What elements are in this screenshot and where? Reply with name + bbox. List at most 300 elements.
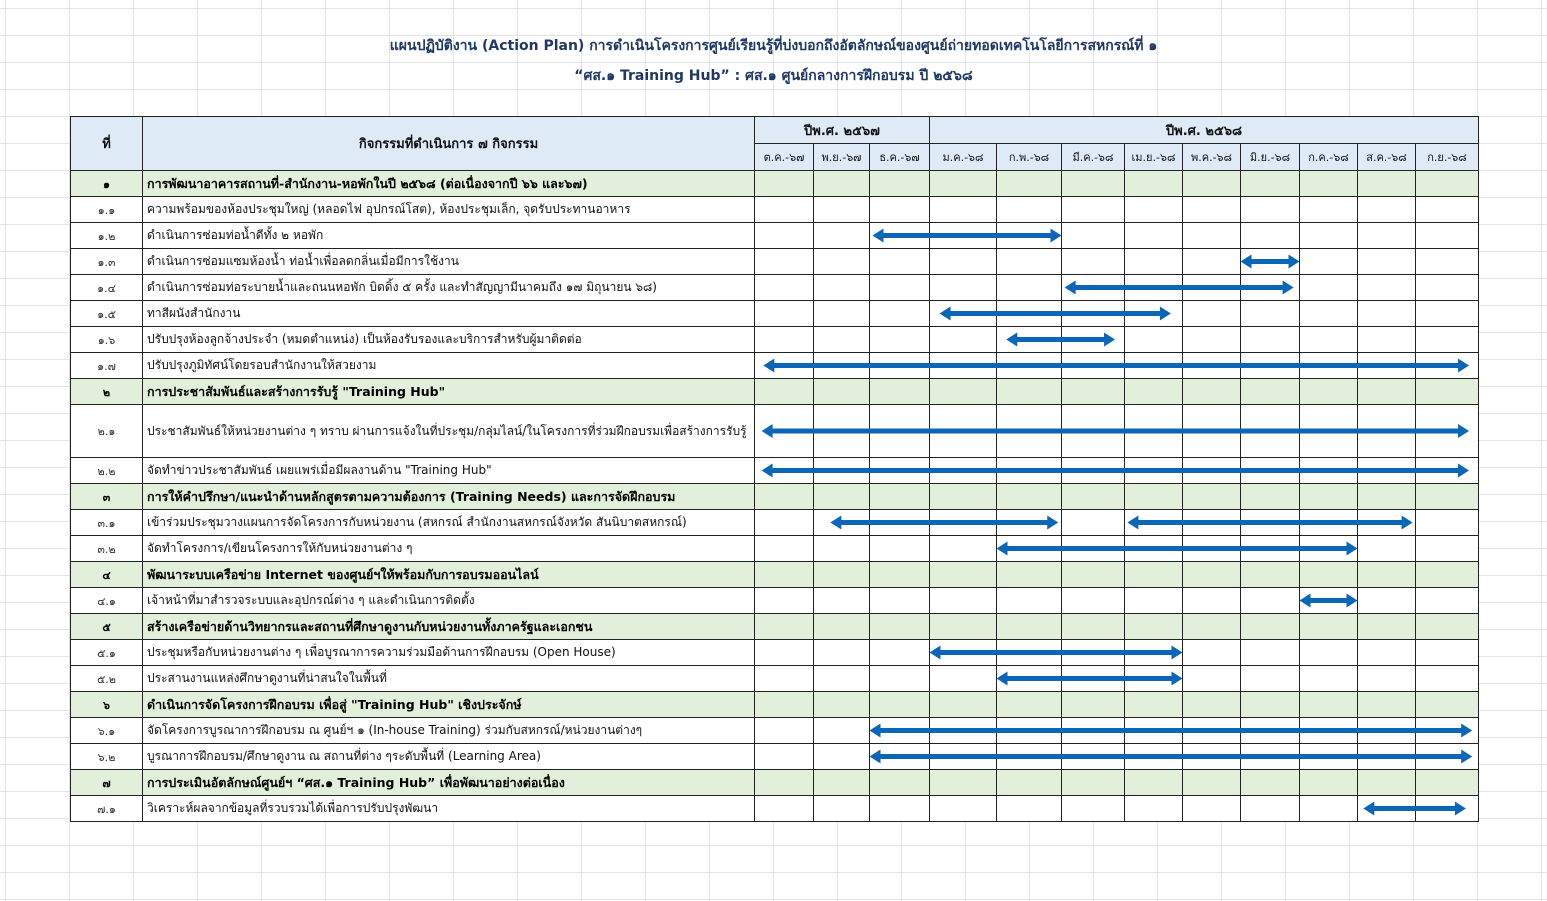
timeline-cell [1358,301,1416,327]
timeline-cell [870,666,930,692]
timeline-cell [814,301,870,327]
timeline-cell [1062,249,1125,275]
row-number: ๔ [71,562,143,588]
timeline-cell [814,197,870,223]
section-title: พัฒนาระบบเครือข่าย Internet ของศูนย์ฯให้พร้อมกับการอบรมออนไลน์ [143,562,755,588]
timeline-cell [1183,405,1241,458]
timeline-cell [1062,770,1125,796]
timeline-cell [1416,353,1479,379]
header-activity: กิจกรรมที่ดำเนินการ ๗ กิจกรรม [143,117,755,171]
timeline-cell [1183,744,1241,770]
section-row [71,770,1479,796]
activity-text: บูรณาการฝึกอบรม/ศึกษาดูงาน ณ สถานที่ต่าง ๆระดับพื้นที่ (Learning Area) [143,744,755,770]
timeline-cell [1416,770,1479,796]
timeline-cell [930,405,997,458]
timeline-cell [1416,744,1479,770]
timeline-cell [1183,536,1241,562]
timeline-cell [1300,275,1358,301]
timeline-cell [1125,249,1183,275]
timeline-cell [997,562,1062,588]
row-number: ๒.๒ [71,458,143,484]
timeline-cell [870,562,930,588]
activity-text: เข้าร่วมประชุมวางแผนการจัดโครงการกับหน่วยงาน (สหกรณ์ สำนักงานสหกรณ์จังหวัด สันนิบาตสหกรณ์) [143,510,755,536]
row-number: ๓ [71,484,143,510]
timeline-cell [1183,327,1241,353]
timeline-cell [870,770,930,796]
timeline-cell [1300,614,1358,640]
timeline-cell [1416,379,1479,405]
timeline-cell [814,405,870,458]
timeline-cell [870,405,930,458]
activity-text: จัดทำข่าวประชาสัมพันธ์ เผยแพร่เมื่อมีผลงานด้าน "Training Hub" [143,458,755,484]
timeline-cell [1183,510,1241,536]
row-number: ๑.๔ [71,275,143,301]
timeline-cell [814,744,870,770]
activity-text: ทาสีผนังสำนักงาน [143,301,755,327]
section-row [71,171,1479,197]
timeline-cell [1241,379,1300,405]
timeline-cell [755,614,814,640]
timeline-cell [1062,327,1125,353]
timeline-cell [1416,666,1479,692]
timeline-cell [1241,301,1300,327]
activity-text: เจ้าหน้าที่มาสำรวจระบบและอุปกรณ์ต่าง ๆ และดำเนินการติดตั้ง [143,588,755,614]
timeline-cell [1125,744,1183,770]
timeline-cell [1358,223,1416,249]
timeline-cell [755,353,814,379]
timeline-cell [814,666,870,692]
timeline-cell [1358,640,1416,666]
timeline-cell [755,536,814,562]
timeline-cell [1062,562,1125,588]
timeline-cell [755,327,814,353]
month-header: ต.ค.-๖๗ [755,144,814,171]
section-row [71,562,1479,588]
timeline-cell [1183,588,1241,614]
timeline-cell [997,588,1062,614]
timeline-cell [997,301,1062,327]
timeline-cell [814,327,870,353]
timeline-cell [997,249,1062,275]
timeline-cell [997,510,1062,536]
timeline-cell [870,796,930,822]
month-header: มี.ค.-๖๘ [1062,144,1125,171]
timeline-cell [1183,353,1241,379]
timeline-cell [1358,405,1416,458]
section-title: การพัฒนาอาคารสถานที่-สำนักงาน-หอพักในปี ๒๕๖๘ (ต่อเนื่องจากปี ๖๖ และ๖๗) [143,171,755,197]
timeline-cell [997,718,1062,744]
timeline-cell [1062,379,1125,405]
timeline-cell [1416,718,1479,744]
timeline-cell [755,171,814,197]
timeline-cell [997,614,1062,640]
timeline-cell [1125,327,1183,353]
timeline-cell [1241,223,1300,249]
activity-text: จัดทำโครงการ/เขียนโครงการให้กับหน่วยงานต่าง ๆ [143,536,755,562]
timeline-cell [755,692,814,718]
timeline-cell [1125,718,1183,744]
timeline-cell [1416,562,1479,588]
timeline-cell [814,458,870,484]
timeline-cell [1358,744,1416,770]
timeline-cell [755,484,814,510]
activity-row [71,275,1479,301]
timeline-cell [1358,536,1416,562]
timeline-cell [870,327,930,353]
timeline-cell [997,327,1062,353]
timeline-cell [870,223,930,249]
activity-text: ความพร้อมของห้องประชุมใหญ่ (หลอดไฟ อุปกรณ์โสต), ห้องประชุมเล็ก, จุดรับประทานอาหาร [143,197,755,223]
timeline-cell [1416,614,1479,640]
row-number: ๕.๒ [71,666,143,692]
timeline-cell [870,197,930,223]
row-number: ๗ [71,770,143,796]
timeline-cell [755,197,814,223]
row-number: ๖.๑ [71,718,143,744]
timeline-cell [1183,692,1241,718]
month-header: ม.ค.-๖๘ [930,144,997,171]
timeline-cell [814,171,870,197]
timeline-cell [1416,327,1479,353]
timeline-cell [997,770,1062,796]
timeline-cell [930,223,997,249]
timeline-cell [755,379,814,405]
timeline-cell [1416,796,1479,822]
timeline-cell [997,405,1062,458]
row-number: ๗.๑ [71,796,143,822]
timeline-cell [1241,405,1300,458]
timeline-cell [1062,744,1125,770]
timeline-cell [814,588,870,614]
timeline-cell [930,796,997,822]
row-number: ๕.๑ [71,640,143,666]
row-number: ๓.๒ [71,536,143,562]
row-number: ๑.๓ [71,249,143,275]
timeline-cell [1241,744,1300,770]
activity-row [71,458,1479,484]
activity-text: ปรับปรุงห้องลูกจ้างประจำ (หมดตำแหน่ง) เป็นห้องรับรองและบริการสำหรับผู้มาติดต่อ [143,327,755,353]
timeline-cell [1062,796,1125,822]
timeline-cell [814,379,870,405]
timeline-cell [870,249,930,275]
timeline-cell [870,484,930,510]
timeline-cell [1241,458,1300,484]
timeline-cell [1062,536,1125,562]
timeline-cell [755,562,814,588]
timeline-cell [1416,171,1479,197]
timeline-cell [870,588,930,614]
timeline-cell [930,458,997,484]
activity-row [71,640,1479,666]
timeline-cell [1125,770,1183,796]
timeline-cell [997,640,1062,666]
timeline-cell [930,353,997,379]
month-header: เม.ย.-๖๘ [1125,144,1183,171]
row-number: ๑.๑ [71,197,143,223]
timeline-cell [1062,458,1125,484]
month-header: ก.พ.-๖๘ [997,144,1062,171]
timeline-cell [755,301,814,327]
timeline-cell [870,458,930,484]
timeline-cell [1300,353,1358,379]
timeline-cell [755,405,814,458]
row-number: ๒.๑ [71,405,143,458]
timeline-cell [1241,510,1300,536]
timeline-cell [930,744,997,770]
timeline-cell [1358,588,1416,614]
timeline-cell [997,275,1062,301]
timeline-cell [1241,718,1300,744]
activity-row [71,718,1479,744]
timeline-cell [1358,379,1416,405]
activity-text: ดำเนินการซ่อมท่อน้ำดีทั้ง ๒ หอพัก [143,223,755,249]
activity-row [71,223,1479,249]
timeline-cell [814,353,870,379]
timeline-cell [997,197,1062,223]
activity-row [71,249,1479,275]
timeline-cell [1241,588,1300,614]
header-year-2568: ปีพ.ศ. ๒๕๖๘ [930,117,1479,144]
timeline-cell [1358,197,1416,223]
timeline-cell [1125,197,1183,223]
timeline-cell [1183,275,1241,301]
timeline-cell [1062,484,1125,510]
timeline-cell [870,536,930,562]
timeline-cell [1125,510,1183,536]
row-number: ๑ [71,171,143,197]
row-number: ๑.๕ [71,301,143,327]
timeline-cell [997,744,1062,770]
timeline-cell [1358,718,1416,744]
activity-row [71,536,1479,562]
timeline-cell [1062,718,1125,744]
header-year-2567: ปีพ.ศ. ๒๕๖๗ [755,117,930,144]
timeline-cell [870,640,930,666]
timeline-cell [1241,484,1300,510]
row-number: ๑.๖ [71,327,143,353]
timeline-cell [930,484,997,510]
timeline-cell [1125,562,1183,588]
timeline-cell [1183,301,1241,327]
timeline-cell [997,666,1062,692]
timeline-cell [1125,614,1183,640]
timeline-cell [930,327,997,353]
timeline-cell [814,770,870,796]
timeline-cell [870,718,930,744]
timeline-cell [1241,197,1300,223]
timeline-cell [1183,458,1241,484]
timeline-cell [1300,405,1358,458]
timeline-cell [1241,249,1300,275]
timeline-cell [997,223,1062,249]
section-title: สร้างเครือข่ายด้านวิทยากรและสถานที่ศึกษาดูงานกับหน่วยงานทั้งภาครัฐและเอกชน [143,614,755,640]
timeline-cell [1300,718,1358,744]
timeline-cell [1062,223,1125,249]
timeline-cell [1300,770,1358,796]
timeline-cell [1416,692,1479,718]
month-header: ก.ค.-๖๘ [1300,144,1358,171]
timeline-cell [1241,562,1300,588]
timeline-cell [1125,536,1183,562]
timeline-cell [1416,458,1479,484]
activity-text: วิเคราะห์ผลจากข้อมูลที่รวบรวมได้เพื่อการปรับปรุงพัฒนา [143,796,755,822]
timeline-cell [1183,484,1241,510]
timeline-cell [1358,796,1416,822]
timeline-cell [814,536,870,562]
timeline-cell [1416,536,1479,562]
timeline-cell [1416,249,1479,275]
timeline-cell [1062,692,1125,718]
timeline-cell [930,562,997,588]
timeline-cell [1062,353,1125,379]
timeline-cell [1300,301,1358,327]
timeline-cell [1125,666,1183,692]
section-title: การประชาสัมพันธ์และสร้างการรับรู้ "Training Hub" [143,379,755,405]
activity-text: ดำเนินการซ่อมแซมห้องน้ำ ท่อน้ำเพื่อลดกลิ่นเมื่อมีการใช้งาน [143,249,755,275]
timeline-cell [997,458,1062,484]
timeline-cell [1358,510,1416,536]
timeline-cell [1183,718,1241,744]
timeline-cell [1416,275,1479,301]
timeline-cell [930,197,997,223]
timeline-cell [1125,796,1183,822]
activity-text: ดำเนินการซ่อมท่อระบายน้ำและถนนหอพัก บิดดิ้ง ๕ ครั้ง และทำสัญญามีนาคมถึง ๑๗ มิถุนายน ๖๘) [143,275,755,301]
timeline-cell [930,379,997,405]
timeline-cell [814,510,870,536]
timeline-cell [870,379,930,405]
timeline-cell [1062,275,1125,301]
timeline-cell [930,536,997,562]
timeline-cell [1241,536,1300,562]
timeline-cell [1416,588,1479,614]
timeline-cell [870,692,930,718]
activity-row [71,510,1479,536]
timeline-cell [1300,249,1358,275]
timeline-cell [814,692,870,718]
row-number: ๑.๗ [71,353,143,379]
timeline-cell [1416,484,1479,510]
timeline-cell [1241,666,1300,692]
plan-title: แผนปฏิบัติงาน (Action Plan) การดำเนินโครงการศูนย์เรียนรู้ที่บ่งบอกถึงอัตลักษณ์ของศูนย์ถ่ายทอดเทคโนโลยีการสหกรณ์ที่ ๑ [389,38,1158,54]
timeline-cell [1300,327,1358,353]
timeline-cell [1300,692,1358,718]
timeline-cell [1241,770,1300,796]
timeline-cell [1062,301,1125,327]
timeline-cell [930,588,997,614]
activity-text: จัดโครงการบูรณาการฝึกอบรม ณ ศูนย์ฯ ๑ (In-house Training) ร่วมกับสหกรณ์/หน่วยงานต่างๆ [143,718,755,744]
plan-subtitle: “ศส.๑ Training Hub” : ศส.๑ ศูนย์กลางการฝึกอบรม ปี ๒๕๖๘ [574,68,973,84]
timeline-cell [1183,197,1241,223]
timeline-cell [1183,171,1241,197]
timeline-cell [1062,197,1125,223]
timeline-cell [1416,197,1479,223]
timeline-cell [930,249,997,275]
timeline-cell [930,770,997,796]
row-number: ๖ [71,692,143,718]
month-header: มิ.ย.-๖๘ [1241,144,1300,171]
activity-row [71,301,1479,327]
timeline-cell [755,510,814,536]
timeline-cell [930,692,997,718]
timeline-cell [755,275,814,301]
timeline-cell [870,510,930,536]
activity-row [71,744,1479,770]
timeline-cell [1183,796,1241,822]
timeline-cell [930,640,997,666]
timeline-cell [1062,171,1125,197]
timeline-cell [755,796,814,822]
timeline-cell [755,770,814,796]
timeline-cell [870,744,930,770]
timeline-cell [1358,249,1416,275]
timeline-cell [1416,640,1479,666]
timeline-cell [930,718,997,744]
timeline-cell [997,353,1062,379]
month-header: ส.ค.-๖๘ [1358,144,1416,171]
month-header: พ.ย.-๖๗ [814,144,870,171]
activity-row [71,405,1479,458]
timeline-cell [1358,614,1416,640]
timeline-cell [997,536,1062,562]
activity-text: ปรับปรุงภูมิทัศน์โดยรอบสำนักงานให้สวยงาม [143,353,755,379]
timeline-cell [870,171,930,197]
timeline-cell [755,718,814,744]
timeline-cell [870,275,930,301]
timeline-cell [755,640,814,666]
timeline-cell [1358,484,1416,510]
timeline-cell [1241,796,1300,822]
timeline-cell [814,614,870,640]
timeline-cell [1062,405,1125,458]
activity-row [71,588,1479,614]
row-number: ๒ [71,379,143,405]
activity-row [71,353,1479,379]
timeline-cell [1358,171,1416,197]
timeline-cell [1358,327,1416,353]
timeline-cell [930,171,997,197]
timeline-cell [1300,744,1358,770]
section-title: การประเมินอัตลักษณ์ศูนย์ฯ “ศส.๑ Training Hub” เพื่อพัฒนาอย่างต่อเนื่อง [143,770,755,796]
header-no: ที่ [71,117,143,171]
timeline-cell [1183,640,1241,666]
timeline-cell [1125,171,1183,197]
timeline-cell [930,301,997,327]
timeline-cell [930,510,997,536]
timeline-cell [755,588,814,614]
timeline-cell [1358,353,1416,379]
timeline-cell [1183,562,1241,588]
timeline-cell [1125,275,1183,301]
timeline-cell [1183,249,1241,275]
section-row [71,484,1479,510]
row-number: ๑.๒ [71,223,143,249]
section-title: ดำเนินการจัดโครงการฝึกอบรม เพื่อสู่ "Training Hub" เชิงประจักษ์ [143,692,755,718]
timeline-cell [1125,301,1183,327]
timeline-cell [1300,536,1358,562]
timeline-cell [1358,666,1416,692]
timeline-cell [1125,588,1183,614]
timeline-cell [1300,796,1358,822]
timeline-cell [1125,353,1183,379]
timeline-cell [997,379,1062,405]
timeline-cell [1125,379,1183,405]
timeline-cell [814,275,870,301]
month-header: ธ.ค.-๖๗ [870,144,930,171]
timeline-cell [1300,484,1358,510]
timeline-cell [1183,770,1241,796]
timeline-cell [1062,666,1125,692]
section-row [71,692,1479,718]
